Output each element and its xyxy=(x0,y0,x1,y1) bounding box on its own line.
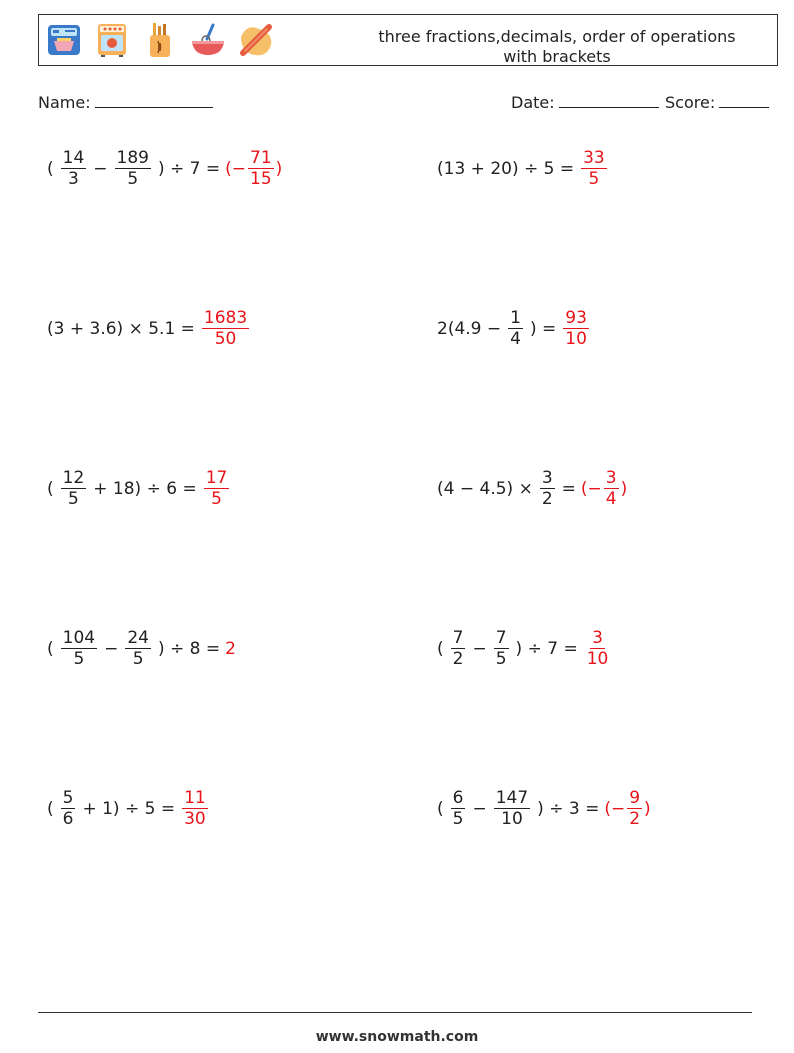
answer-fraction xyxy=(204,468,230,509)
fraction-denominator: 2 xyxy=(452,649,464,669)
fraction xyxy=(451,788,466,829)
answer-denominator: 30 xyxy=(184,809,206,829)
answer-denominator: 2 xyxy=(629,809,641,829)
date-label: Date: xyxy=(511,93,555,112)
answer xyxy=(579,148,609,189)
fraction-denominator: 6 xyxy=(62,809,74,829)
answer-denominator: 50 xyxy=(214,329,237,349)
fraction xyxy=(508,308,523,349)
stand-mixer-icon xyxy=(45,21,83,59)
answer-prefix: (− xyxy=(225,158,247,179)
fraction-denominator: 5 xyxy=(127,169,139,189)
answer-denominator: 10 xyxy=(565,329,587,349)
fraction-numerator: 147 xyxy=(495,788,529,808)
expression-text: ( xyxy=(47,478,54,499)
expression-text: (4 − 4.5) × xyxy=(437,478,533,499)
title-line-1: three fractions,decimals, order of operations xyxy=(378,27,736,46)
answer-prefix: (− xyxy=(604,798,626,819)
fraction-denominator: 5 xyxy=(73,649,85,669)
answer xyxy=(581,468,627,509)
fraction xyxy=(125,628,151,669)
answer xyxy=(180,788,210,829)
problem-10 xyxy=(437,788,651,829)
fraction-numerator: 7 xyxy=(452,628,464,648)
answer-fraction xyxy=(202,308,249,349)
fraction-denominator: 10 xyxy=(501,809,523,829)
problem-1 xyxy=(47,148,282,189)
answer-numerator: 9 xyxy=(629,788,641,808)
date-blank-line[interactable] xyxy=(559,93,659,108)
fraction xyxy=(61,788,76,829)
fraction-numerator: 1 xyxy=(510,308,521,328)
answer-fraction xyxy=(248,148,274,189)
expression-text: 2(4.9 − xyxy=(437,318,502,339)
expression-text: ) ÷ 7 = xyxy=(157,158,221,179)
worksheet-header xyxy=(38,14,778,66)
expression-text: − xyxy=(104,638,119,659)
expression-text: − xyxy=(472,638,487,659)
fraction xyxy=(494,788,530,829)
problem-4 xyxy=(437,308,591,349)
score-blank-line[interactable] xyxy=(719,93,769,108)
fraction-numerator: 14 xyxy=(62,148,85,168)
answer-whole: 2 xyxy=(225,638,236,659)
answer-numerator: 3 xyxy=(605,468,617,488)
expression-text: ( xyxy=(47,638,54,659)
expression-text: − xyxy=(93,158,108,179)
problem-8 xyxy=(437,628,612,669)
expression-text: + 18) ÷ 6 = xyxy=(93,478,197,499)
footer-divider xyxy=(38,1012,752,1013)
date-field[interactable] xyxy=(511,93,659,112)
answer-numerator: 3 xyxy=(592,628,603,648)
fraction xyxy=(494,628,509,669)
fraction-numerator: 7 xyxy=(495,628,507,648)
fraction-numerator: 3 xyxy=(541,468,553,488)
fraction xyxy=(61,148,87,189)
fraction-numerator: 5 xyxy=(62,788,74,808)
answer-fraction xyxy=(585,628,611,669)
answer-fraction xyxy=(563,308,589,349)
fraction-denominator: 5 xyxy=(495,649,507,669)
answer-fraction xyxy=(182,788,208,829)
answer xyxy=(200,308,251,349)
expression-text: ( xyxy=(437,798,444,819)
fraction-denominator: 3 xyxy=(68,169,79,189)
answer-numerator: 17 xyxy=(205,468,228,488)
expression-text: (3 + 3.6) × 5.1 = xyxy=(47,318,195,339)
answer-suffix: ) xyxy=(275,158,283,179)
name-label: Name: xyxy=(38,93,91,112)
answer-fraction xyxy=(627,788,642,829)
answer-suffix: ) xyxy=(644,798,651,819)
answer xyxy=(604,788,650,829)
answer-denominator: 5 xyxy=(588,169,600,189)
fraction xyxy=(540,468,555,509)
header-icons xyxy=(45,21,275,61)
problem-3 xyxy=(47,308,251,349)
score-label: Score: xyxy=(665,93,716,112)
expression-text: ( xyxy=(437,638,444,659)
answer-fraction xyxy=(581,148,607,189)
fraction-denominator: 5 xyxy=(452,809,464,829)
problem-7 xyxy=(47,628,236,669)
expression-text: ( xyxy=(47,158,54,179)
fraction xyxy=(451,628,466,669)
expression-text: ) ÷ 3 = xyxy=(537,798,600,819)
problem-6 xyxy=(437,468,627,509)
fraction xyxy=(61,468,87,509)
footer-site-url: www.snowmath.com xyxy=(315,1029,479,1045)
expression-text: ) ÷ 8 = xyxy=(157,638,221,659)
answer-denominator: 10 xyxy=(586,649,609,669)
fraction-denominator: 5 xyxy=(132,649,144,669)
expression-text: − xyxy=(472,798,487,819)
fraction xyxy=(115,148,151,189)
mixing-bowl-whisk-icon xyxy=(189,21,227,59)
answer xyxy=(225,639,236,659)
answer xyxy=(583,628,613,669)
score-field[interactable] xyxy=(665,93,769,112)
name-blank-line[interactable] xyxy=(95,93,213,108)
problem-9 xyxy=(47,788,210,829)
oven-icon xyxy=(93,21,131,59)
answer-denominator: 15 xyxy=(250,169,272,189)
answer-numerator: 11 xyxy=(184,788,206,808)
fraction-numerator: 24 xyxy=(127,628,149,648)
utensil-holder-icon xyxy=(141,21,179,59)
fraction-numerator: 6 xyxy=(452,788,464,808)
answer xyxy=(202,468,232,509)
answer-denominator: 5 xyxy=(211,489,222,509)
expression-text: = xyxy=(561,478,576,499)
answer-numerator: 33 xyxy=(583,148,605,168)
worksheet-title xyxy=(347,27,767,67)
fraction-denominator: 5 xyxy=(68,489,79,509)
title-line-2: with brackets xyxy=(503,47,611,66)
expression-text: ) ÷ 7 = xyxy=(515,638,578,659)
expression-text: (13 + 20) ÷ 5 = xyxy=(437,158,575,179)
answer-fraction xyxy=(604,468,619,509)
fraction-numerator: 104 xyxy=(62,628,96,648)
expression-text: ) = xyxy=(529,318,557,339)
answer xyxy=(561,308,591,349)
answer xyxy=(225,148,282,189)
answer-denominator: 4 xyxy=(605,489,617,509)
problem-5 xyxy=(47,468,231,509)
answer-suffix: ) xyxy=(620,478,628,499)
fraction-denominator: 4 xyxy=(510,329,521,349)
answer-numerator: 1683 xyxy=(203,308,248,328)
fraction-numerator: 189 xyxy=(116,148,149,168)
rolling-pin-icon xyxy=(237,21,275,59)
expression-text: + 1) ÷ 5 = xyxy=(82,798,176,819)
answer-numerator: 93 xyxy=(565,308,587,328)
expression-text: ( xyxy=(47,798,54,819)
fraction xyxy=(61,628,97,669)
fraction-numerator: 12 xyxy=(62,468,85,488)
answer-numerator: 71 xyxy=(250,148,272,168)
answer-prefix: (− xyxy=(580,478,602,499)
fraction-denominator: 2 xyxy=(541,489,553,509)
name-field[interactable] xyxy=(38,93,213,112)
problem-2 xyxy=(437,148,609,189)
